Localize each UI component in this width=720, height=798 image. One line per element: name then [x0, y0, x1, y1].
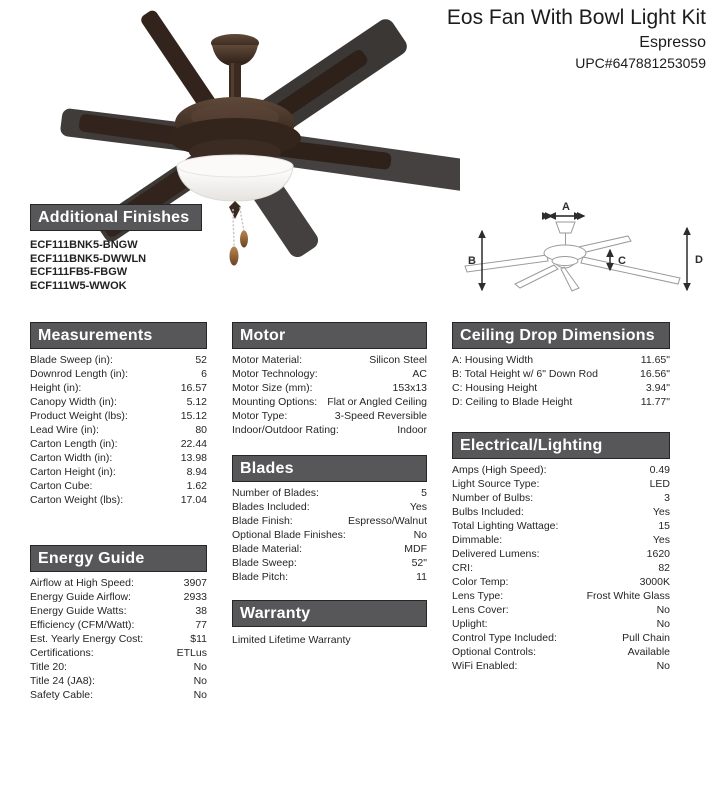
spec-row: [232, 353, 427, 367]
spec-row: [30, 353, 207, 367]
spec-label: Certifications:: [30, 647, 94, 659]
spec-value: 17.04: [180, 494, 207, 506]
section-title: Energy Guide: [38, 550, 145, 567]
spec-value: 52": [411, 557, 427, 569]
spec-row: [452, 617, 670, 631]
spec-value: No: [193, 661, 207, 673]
spec-value: 3-Speed Reversible: [334, 410, 427, 422]
spec-label: Safety Cable:: [30, 689, 94, 701]
spec-row: [30, 367, 207, 381]
spec-label: WiFi Enabled:: [452, 660, 518, 672]
spec-label: Motor Technology:: [232, 368, 318, 380]
spec-value: 16.57: [180, 382, 207, 394]
spec-label: Energy Guide Airflow:: [30, 591, 131, 603]
fan-sketch: [465, 222, 680, 291]
spec-label: Carton Cube:: [30, 480, 93, 492]
section-title: Electrical/Lighting: [460, 437, 603, 454]
spec-row: [30, 618, 207, 632]
spec-value: Pull Chain: [622, 632, 670, 644]
spec-label: Energy Guide Watts:: [30, 605, 127, 617]
spec-row: [232, 500, 427, 514]
spec-value: LED: [649, 478, 670, 490]
spec-label: Color Temp:: [452, 576, 509, 588]
spec-label: Canopy Width (in):: [30, 396, 117, 408]
spec-row: [452, 491, 670, 505]
spec-label: Optional Blade Finishes:: [232, 529, 346, 541]
spec-value: 82: [658, 562, 670, 574]
spec-row: [30, 465, 207, 479]
spec-row: [452, 381, 670, 395]
spec-row: [30, 604, 207, 618]
spec-label: CRI:: [452, 562, 473, 574]
product-upc: UPC#647881253059: [575, 55, 706, 71]
finish-list: [30, 239, 202, 293]
spec-label: Lead Wire (in):: [30, 424, 99, 436]
section-header: [452, 432, 670, 459]
spec-row: [30, 479, 207, 493]
spec-value: Available: [627, 646, 670, 658]
spec-label: Motor Type:: [232, 410, 288, 422]
ceiling-drop-section: [452, 322, 670, 409]
section-title: Additional Finishes: [38, 209, 190, 226]
electrical-rows: [452, 463, 670, 673]
section-header: [30, 322, 207, 349]
spec-label: Mounting Options:: [232, 396, 318, 408]
spec-row: [452, 575, 670, 589]
spec-value: 16.56": [639, 368, 670, 380]
spec-row: [452, 561, 670, 575]
spec-value: No: [193, 689, 207, 701]
section-title: Ceiling Drop Dimensions: [460, 327, 655, 344]
spec-row: [232, 395, 427, 409]
spec-value: 13.98: [180, 452, 207, 464]
section-header: [30, 204, 202, 231]
spec-label: Number of Blades:: [232, 487, 319, 499]
motor-section: [232, 322, 427, 437]
finish-code: ECF111BNK5-DWWLN: [30, 252, 147, 265]
diagram-label-c: C: [618, 255, 626, 267]
spec-row: [452, 533, 670, 547]
spec-label: Total Lighting Wattage:: [452, 520, 559, 532]
spec-label: Efficiency (CFM/Watt):: [30, 619, 135, 631]
section-header: [452, 322, 670, 349]
spec-label: Title 24 (JA8):: [30, 675, 95, 687]
spec-label: Carton Weight (lbs):: [30, 494, 124, 506]
diagram-label-a: A: [562, 201, 570, 213]
spec-label: Uplight:: [452, 618, 488, 630]
spec-value: 11.77": [640, 396, 670, 408]
spec-row: [30, 409, 207, 423]
spec-label: Blade Material:: [232, 543, 303, 555]
section-header: [232, 600, 427, 627]
spec-value: AC: [412, 368, 427, 380]
fan-pull-chains: [230, 207, 249, 266]
spec-label: A: Housing Width: [452, 354, 534, 366]
spec-value: 1620: [646, 548, 670, 560]
spec-value: 3: [664, 492, 670, 504]
spec-value: MDF: [404, 543, 427, 555]
spec-row: [30, 660, 207, 674]
spec-row: [452, 645, 670, 659]
spec-label: Bulbs Included:: [452, 506, 524, 518]
spec-label: Carton Width (in):: [30, 452, 113, 464]
blades-rows: [232, 486, 427, 584]
spec-value: 8.94: [186, 466, 207, 478]
spec-value: 3.94": [645, 382, 670, 394]
spec-value: No: [656, 618, 670, 630]
spec-label: Est. Yearly Energy Cost:: [30, 633, 144, 645]
spec-row: [232, 423, 427, 437]
spec-value: 80: [195, 424, 207, 436]
warranty-text: Limited Lifetime Warranty: [232, 634, 351, 646]
spec-row: [232, 381, 427, 395]
spec-label: Light Source Type:: [452, 478, 540, 490]
spec-value: No: [656, 604, 670, 616]
spec-label: Blades Included:: [232, 501, 310, 513]
spec-label: D: Ceiling to Blade Height: [452, 396, 573, 408]
section-header: [232, 455, 427, 482]
spec-value: Indoor: [397, 424, 427, 436]
measurements-rows: [30, 353, 207, 507]
measurements-section: [30, 322, 207, 507]
spec-value: Silicon Steel: [369, 354, 427, 366]
spec-row: [232, 542, 427, 556]
section-title: Warranty: [240, 605, 311, 622]
spec-value: 15.12: [180, 410, 207, 422]
spec-row: [30, 493, 207, 507]
energy-guide-section: [30, 545, 207, 702]
ceiling-drop-rows: [452, 353, 670, 409]
spec-label: Dimmable:: [452, 534, 503, 546]
spec-label: Optional Controls:: [452, 646, 537, 658]
spec-value: No: [413, 529, 427, 541]
spec-value: Espresso/Walnut: [348, 515, 427, 527]
spec-value: Yes: [409, 501, 427, 513]
product-title-block: [447, 4, 706, 73]
spec-row: [30, 395, 207, 409]
spec-label: Motor Material:: [232, 354, 303, 366]
spec-row: [30, 646, 207, 660]
spec-value: 1.62: [186, 480, 207, 492]
finish-code: ECF111BNK5-BNGW: [30, 239, 138, 251]
spec-row: [232, 570, 427, 584]
section-title: Motor: [240, 327, 286, 344]
spec-row: [30, 381, 207, 395]
motor-rows: [232, 353, 427, 437]
spec-row: [452, 631, 670, 645]
spec-value: 153x13: [392, 382, 427, 394]
additional-finishes-section: [30, 204, 202, 293]
spec-value: Yes: [652, 534, 670, 546]
spec-label: Control Type Included:: [452, 632, 557, 644]
spec-row: [452, 589, 670, 603]
spec-value: 3907: [183, 577, 207, 589]
spec-value: 11.65": [640, 354, 670, 366]
spec-row: [452, 603, 670, 617]
spec-value: ETLus: [176, 647, 207, 659]
spec-value: 22.44: [180, 438, 207, 450]
section-header: [30, 545, 207, 572]
spec-row: [452, 547, 670, 561]
spec-value: No: [656, 660, 670, 672]
spec-value: 0.49: [649, 464, 670, 476]
spec-label: Lens Type:: [452, 590, 504, 602]
spec-label: Carton Length (in):: [30, 438, 118, 450]
spec-row: [30, 576, 207, 590]
finish-code: ECF111W5-WWOK: [30, 279, 127, 292]
spec-row: [30, 632, 207, 646]
spec-value: No: [193, 675, 207, 687]
spec-label: Motor Size (mm):: [232, 382, 313, 394]
spec-value: 3000K: [639, 576, 670, 588]
section-title: Blades: [240, 460, 294, 477]
spec-label: Blade Sweep (in):: [30, 354, 113, 366]
energy-guide-rows: [30, 576, 207, 702]
spec-label: Title 20:: [30, 661, 67, 673]
spec-row: [30, 674, 207, 688]
wood-pull: [230, 247, 239, 266]
spec-value: 5.12: [186, 396, 207, 408]
spec-label: B: Total Height w/ 6" Down Rod: [452, 368, 598, 380]
section-title: Measurements: [38, 327, 153, 344]
spec-label: Number of Bulbs:: [452, 492, 534, 504]
spec-row: [452, 659, 670, 673]
spec-label: C: Housing Height: [452, 382, 538, 394]
spec-label: Airflow at High Speed:: [30, 577, 134, 589]
spec-value: 2933: [183, 591, 207, 603]
spec-row: [452, 477, 670, 491]
spec-label: Indoor/Outdoor Rating:: [232, 424, 339, 436]
spec-label: Blade Sweep:: [232, 557, 297, 569]
spec-label: Amps (High Speed):: [452, 464, 547, 476]
spec-row: [452, 463, 670, 477]
spec-value: Frost White Glass: [586, 590, 670, 602]
spec-row: [232, 514, 427, 528]
spec-value: 77: [195, 619, 207, 631]
spec-row: [452, 367, 670, 381]
spec-label: Blade Finish:: [232, 515, 293, 527]
spec-label: Blade Pitch:: [232, 571, 289, 583]
spec-row: [30, 437, 207, 451]
ceiling-drop-diagram: [458, 198, 710, 313]
spec-row: [232, 486, 427, 500]
product-finish: Espresso: [639, 34, 706, 51]
spec-value: 5: [421, 487, 427, 499]
spec-row: [30, 590, 207, 604]
finish-code: ECF111FB5-FBGW: [30, 266, 128, 278]
spec-row: [232, 409, 427, 423]
spec-value: 38: [195, 605, 207, 617]
diagram-label-b: B: [468, 255, 476, 267]
spec-row: [452, 395, 670, 409]
section-header: [232, 322, 427, 349]
spec-value: 15: [658, 520, 670, 532]
spec-label: Delivered Lumens:: [452, 548, 540, 560]
spec-value: $11: [190, 633, 207, 645]
spec-row: [30, 688, 207, 702]
spec-row: [232, 556, 427, 570]
spec-label: Lens Cover:: [452, 604, 509, 616]
warranty-section: [232, 600, 427, 646]
spec-row: [452, 519, 670, 533]
spec-value: Yes: [652, 506, 670, 518]
diagram-label-d: D: [695, 254, 703, 266]
spec-label: Product Weight (lbs):: [30, 410, 128, 422]
spec-row: [452, 505, 670, 519]
product-title: Eos Fan With Bowl Light Kit: [446, 6, 706, 29]
spec-label: Carton Height (in):: [30, 466, 116, 478]
spec-value: 6: [201, 368, 207, 380]
spec-row: [452, 353, 670, 367]
spec-label: Downrod Length (in):: [30, 368, 129, 380]
electrical-lighting-section: [452, 432, 670, 673]
spec-row: [232, 528, 427, 542]
spec-row: [232, 367, 427, 381]
wood-pull: [240, 231, 248, 248]
spec-label: Height (in):: [30, 382, 82, 394]
spec-value: 11: [416, 571, 427, 583]
blades-section: [232, 455, 427, 584]
spec-row: [30, 423, 207, 437]
spec-value: 52: [195, 354, 207, 366]
spec-row: [30, 451, 207, 465]
spec-value: Flat or Angled Ceiling: [327, 396, 427, 408]
